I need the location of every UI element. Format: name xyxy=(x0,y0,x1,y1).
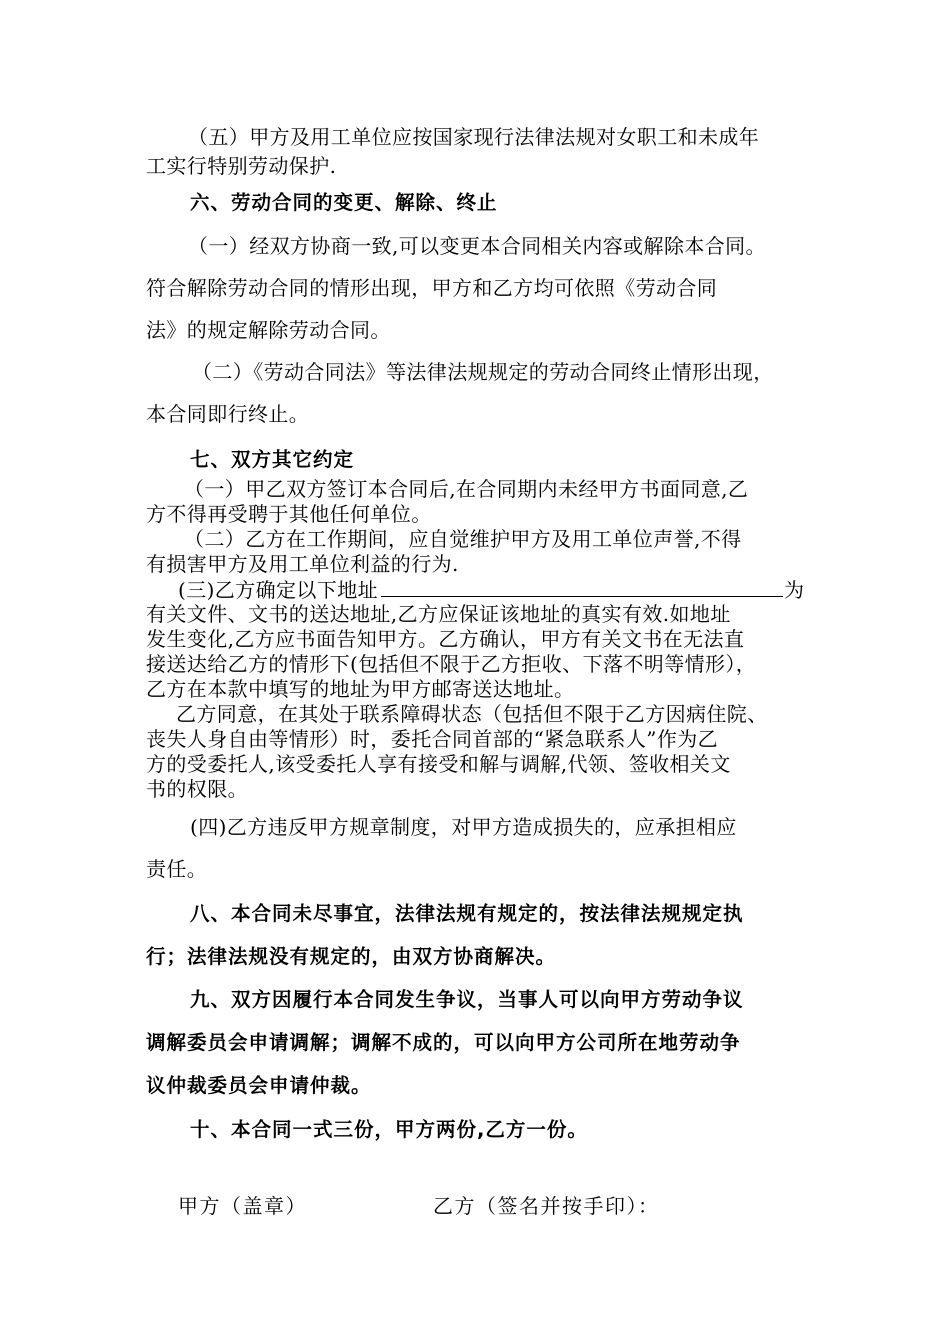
para-5-line-1: （五）甲方及用工单位应按国家现行法律法规对女职工和未成年 xyxy=(188,125,760,149)
clause-7-3-line-5: 乙方在本款中填写的地址为甲方邮寄送达地址。 xyxy=(146,677,575,701)
clause-7-1-line-1: （一）甲乙双方签订本合同后,在合同期内未经甲方书面同意,乙 xyxy=(184,477,749,501)
clause-7-1-line-2: 方不得再受聘于其他任何单位。 xyxy=(146,502,432,526)
para-5-line-2: 工实行特别劳动保护. xyxy=(146,154,337,178)
section-9-line-3: 议仲裁委员会申请仲裁。 xyxy=(146,1074,372,1097)
section-8-line-1: 八、本合同未尽事宜，法律法规有规定的，按法律法规规定执 xyxy=(190,902,744,925)
clause-7-3-line-2: 有关文件、文书的送达地址,乙方应保证该地址的真实有效.如地址 xyxy=(146,602,731,626)
clause-6-1-line-1: （一）经双方协商一致,可以变更本合同相关内容或解除本合同。 xyxy=(188,234,766,258)
clause-6-1-line-3: 法》的规定解除劳动合同。 xyxy=(146,318,391,342)
section-9-line-2: 调解委员会申请调解；调解不成的，可以向甲方公司所在地劳动争 xyxy=(146,1031,741,1054)
clause-6-1-line-2: 符合解除劳动合同的情形出现，甲方和乙方均可依照《劳动合同 xyxy=(146,276,718,300)
clause-7-3b-line-3: 方的受委托人,该受委托人享有接受和解与调解,代领、签收相关文 xyxy=(146,752,731,776)
clause-7-2-line-1: （二）乙方在工作期间，应自觉维护甲方及用工单位声誉,不得 xyxy=(184,527,742,551)
clause-7-3-address-line xyxy=(178,576,804,603)
address-clause-prefix: (三)乙方确定以下地址 xyxy=(178,578,379,602)
section-6-heading: 六、劳动合同的变更、解除、终止 xyxy=(190,191,498,214)
clause-7-2-line-2: 有损害甲方及用工单位利益的行为. xyxy=(146,552,459,576)
party-b-signature-label: 乙方（签名并按手印）： xyxy=(433,1194,660,1218)
clause-7-3-line-4: 接送达给乙方的情形下(包括但不限于乙方拒收、下落不明等情形）， xyxy=(146,652,757,676)
clause-7-4-line-1: (四)乙方违反甲方规章制度，对甲方造成损失的，应承担相应 xyxy=(190,815,737,839)
clause-7-4-line-2: 责任。 xyxy=(146,857,208,881)
address-blank-field[interactable] xyxy=(381,576,783,597)
section-10-line: 十、本合同一式三份，甲方两份,乙方一份。 xyxy=(190,1118,588,1141)
party-a-signature-label: 甲方（盖章） xyxy=(178,1194,307,1218)
clause-7-3-line-3: 发生变化,乙方应书面告知甲方。乙方确认，甲方有关文书在无法直 xyxy=(146,627,745,651)
clause-6-2-line-1: （二）《劳动合同法》等法律法规规定的劳动合同终止情形出现， xyxy=(192,360,774,384)
clause-7-3b-line-4: 书的权限。 xyxy=(146,777,248,801)
section-9-line-1: 九、双方因履行本合同发生争议，当事人可以向甲方劳动争议 xyxy=(190,988,744,1011)
address-clause-suffix: 为 xyxy=(784,578,805,602)
clause-6-2-line-2: 本合同即行终止。 xyxy=(146,402,310,426)
clause-7-3b-line-1: 乙方同意，在其处于联系障碍状态（包括但不限于乙方因病住院、 xyxy=(176,702,768,726)
section-7-heading: 七、双方其它约定 xyxy=(190,448,355,471)
section-8-line-2: 行；法律法规没有规定的，由双方协商解决。 xyxy=(146,945,557,968)
clause-7-3b-line-2: 丧失人身自由等情形）时，委托合同首部的“紧急联系人”作为乙 xyxy=(146,727,719,751)
